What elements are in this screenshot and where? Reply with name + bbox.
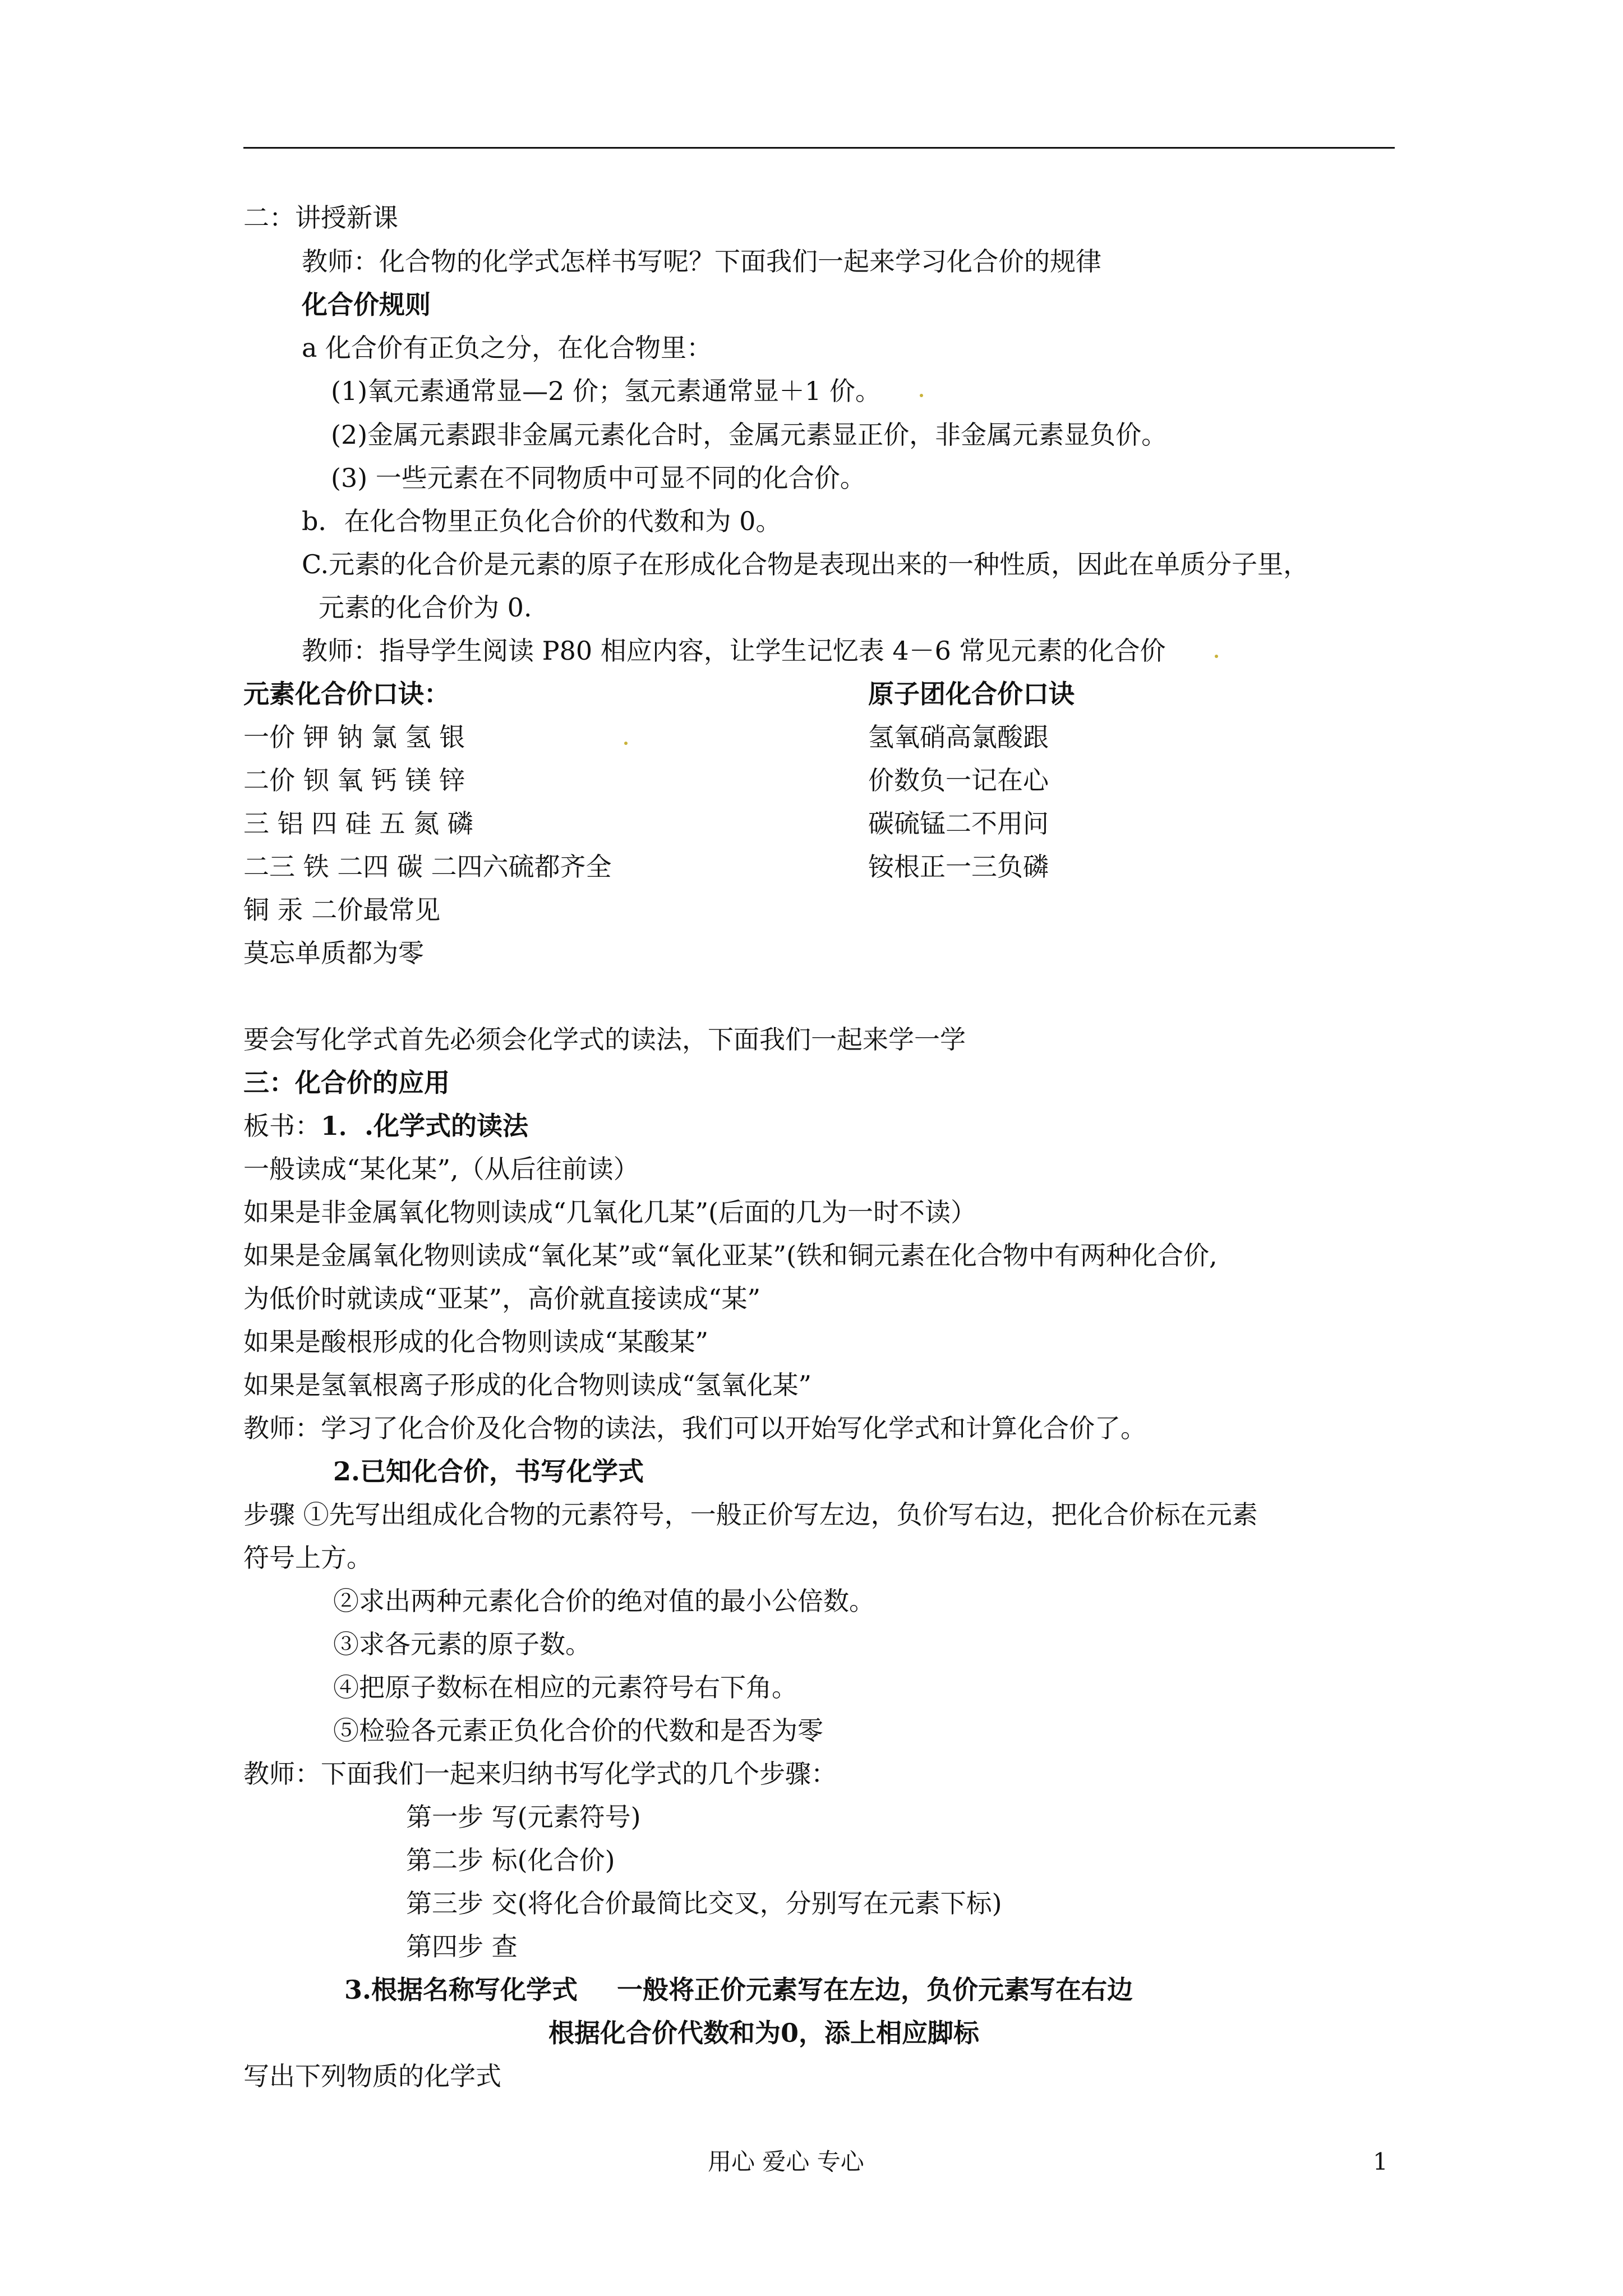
footer-motto: 用心 爱心 专心 (708, 2148, 864, 2175)
speck (1215, 655, 1218, 658)
radical-mnemonic-line: 碳硫锰二不用问 (868, 808, 1049, 839)
teacher-summary: 教师：下面我们一起来归纳书写化学式的几个步骤： (243, 1759, 837, 1789)
section3-heading: 三：化合价的应用 (243, 1068, 450, 1098)
element-mnemonic-line: 三 铝 四 硅 五 氮 磷 (243, 808, 473, 839)
speck (624, 742, 628, 745)
step-item: ③求各元素的原子数。 (333, 1629, 591, 1659)
summary-step: 第三步 交(将化合价最简比交叉，分别写在元素下标) (406, 1888, 1002, 1918)
subsection3-subtitle: 根据化合价代数和为0，添上相应脚标 (548, 2018, 980, 2048)
reading-line: 如果是酸根形成的化合物则读成“某酸某” (243, 1327, 709, 1357)
summary-step: 第二步 标(化合价) (406, 1845, 615, 1875)
radical-mnemonic-title: 原子团化合价口诀 (868, 679, 1075, 709)
element-mnemonic-line: 莫忘单质都为零 (243, 938, 424, 968)
speck (920, 394, 923, 397)
rule-a2: (2)金属元素跟非金属元素化合时，金属元素显正价，非金属元素显负价。 (331, 420, 1168, 450)
section2-heading: 二：讲授新课 (243, 203, 398, 233)
board-title: 1．.化学式的读法 (321, 1111, 529, 1141)
summary-step: 第四步 查 (406, 1931, 518, 1962)
subsection3-title (344, 1973, 1133, 2007)
reading-line: 一般读成“某化某”,（从后往前读） (243, 1154, 639, 1184)
step-item: ②求出两种元素化合价的绝对值的最小公倍数。 (333, 1586, 875, 1616)
rule-b: b．在化合物里正负化合价的代数和为 0。 (302, 506, 782, 536)
steps-line2: 符号上方。 (243, 1543, 372, 1573)
element-mnemonic-line: 一价 钾 钠 氯 氢 银 (243, 722, 465, 752)
radical-mnemonic-line: 铵根正一三负磷 (868, 852, 1049, 882)
radical-mnemonic-line: 价数负一记在心 (868, 765, 1049, 795)
rule-a: a 化合价有正负之分，在化合物里： (302, 333, 713, 363)
summary-step: 第一步 写(元素符号) (406, 1802, 641, 1832)
rule-a3: (3) 一些元素在不同物质中可显不同的化合价。 (331, 463, 866, 493)
reading-line: 如果是金属氧化物则读成“氧化某”或“氧化亚某”(铁和铜元素在化合物中有两种化合价, (243, 1240, 1218, 1271)
element-mnemonic-line: 二三 铁 二四 碳 二四六硫都齐全 (243, 852, 612, 882)
element-mnemonic-line: 铜 汞 二价最常见 (243, 895, 441, 925)
radical-mnemonic-line: 氢氧硝高氯酸跟 (868, 722, 1049, 752)
board-line (243, 1109, 528, 1143)
steps-line1: 步骤 ①先写出组成化合物的元素符号，一般正价写左边，负价写右边，把化合价标在元素 (243, 1499, 1258, 1530)
board-prefix: 板书： (243, 1111, 321, 1141)
rule-a1: (1)氧元素通常显—2 价；氢元素通常显＋1 价。 (331, 376, 881, 406)
reading-line: 如果是氢氧根离子形成的化合物则读成“氢氧化某” (243, 1370, 812, 1400)
teacher-guide: 教师：指导学生阅读 P80 相应内容，让学生记忆表 4－6 常见元素的化合价 (302, 636, 1166, 666)
subsection3-title-rule: 一般将正价元素写在左边，负价元素写在右边 (617, 1975, 1133, 2005)
reading-line: 如果是非金属氧化物则读成“几氧化几某”(后面的几为一时不读） (243, 1197, 976, 1227)
step-item: ⑤检验各元素正负化合价的代数和是否为零 (333, 1715, 823, 1746)
subsection3-title-name: 3.根据名称写化学式 (344, 1975, 578, 2005)
step-item: ④把原子数标在相应的元素符号右下角。 (333, 1672, 797, 1703)
rule-c-line1: C.元素的化合价是元素的原子在形成化合物是表现出来的一种性质，因此在单质分子里， (302, 549, 1310, 579)
subsection2-title: 2.已知化合价，书写化学式 (333, 1456, 644, 1487)
reading-line: 教师：学习了化合价及化合物的读法，我们可以开始写化学式和计算化合价了。 (243, 1413, 1146, 1443)
rule-c-line2: 元素的化合价为 0. (319, 592, 532, 623)
teacher-intro: 教师：化合物的化学式怎样书写呢？下面我们一起来学习化合价的规律 (302, 246, 1101, 277)
section3-intro: 要会写化学式首先必须会化学式的读法，下面我们一起来学一学 (243, 1024, 966, 1055)
element-mnemonic-line: 二价 钡 氧 钙 镁 锌 (243, 765, 465, 795)
header-rule (243, 147, 1395, 149)
element-mnemonic-title: 元素化合价口诀： (243, 679, 450, 709)
page-number: 1 (1373, 2148, 1388, 2175)
rules-title: 化合价规则 (302, 289, 431, 320)
reading-line: 为低价时就读成“亚某”，高价就直接读成“某” (243, 1283, 761, 1314)
exercise-prompt: 写出下列物质的化学式 (243, 2061, 501, 2091)
